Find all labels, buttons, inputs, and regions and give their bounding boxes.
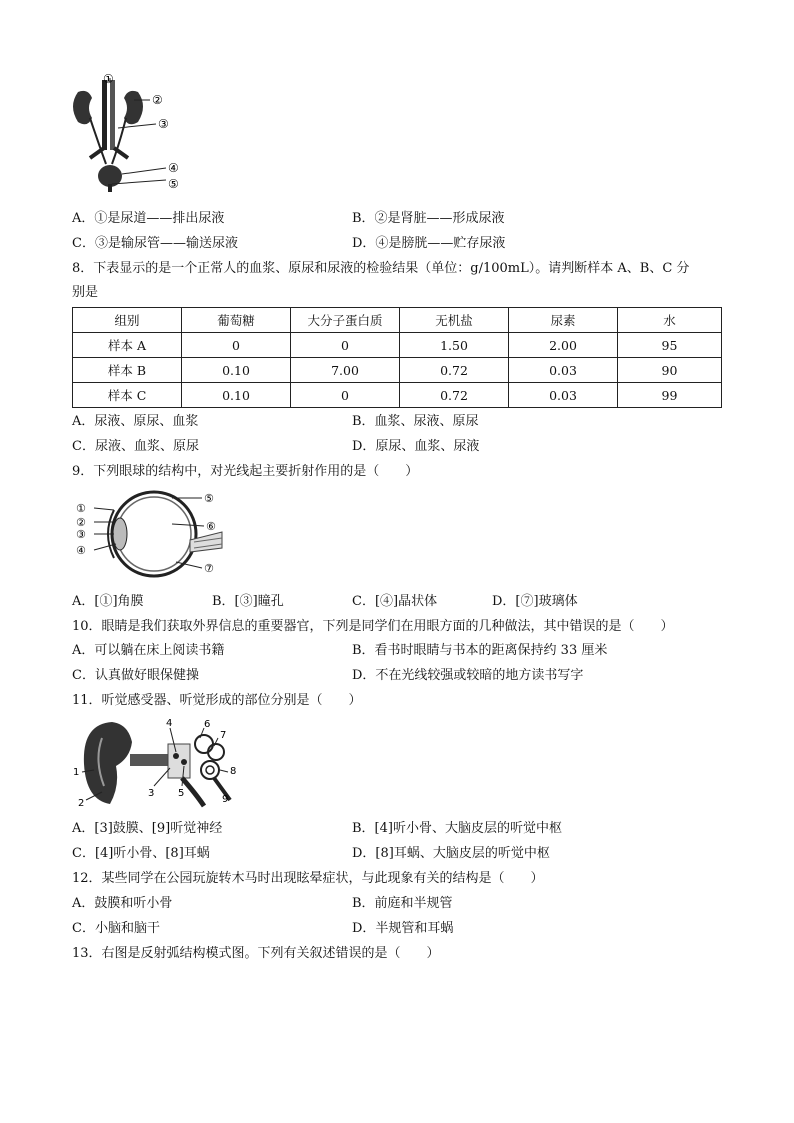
q12-stem: 12．某些同学在公园玩旋转木马时出现眩晕症状，与此现象有关的结构是（ ） xyxy=(72,871,544,886)
figure-label: 2 xyxy=(78,798,85,809)
figure-label: ④ xyxy=(76,544,86,557)
q10-option-a: A．可以躺在床上阅读书籍 xyxy=(72,643,225,658)
q8-option-c: C．尿液、血浆、原尿 xyxy=(72,439,199,454)
table-header: 大分子蛋白质 xyxy=(291,308,400,333)
q9-option-a: A．[①]角膜 xyxy=(72,594,144,609)
q9-option-c: C．[④]晶状体 xyxy=(352,594,438,609)
table-cell: 7.00 xyxy=(291,358,400,383)
table-cell: 0.03 xyxy=(509,383,618,408)
table-header: 组别 xyxy=(73,308,182,333)
table-cell: 0.72 xyxy=(400,383,509,408)
q7-option-b: B．②是肾脏——形成尿液 xyxy=(352,211,505,226)
figure-label: 3 xyxy=(148,788,155,799)
table-header: 尿素 xyxy=(509,308,618,333)
table-header: 无机盐 xyxy=(400,308,509,333)
q9-option-d: D．[⑦]玻璃体 xyxy=(492,594,578,609)
q8-stem-cont: 别是 xyxy=(72,285,99,300)
q11-option-a: A．[3]鼓膜、[9]听觉神经 xyxy=(72,821,223,836)
q12-option-c: C．小脑和脑干 xyxy=(72,921,160,936)
table-cell: 2.00 xyxy=(509,333,618,358)
table-cell: 95 xyxy=(618,333,722,358)
figure-label: ② xyxy=(76,516,86,529)
figure-label: ④ xyxy=(168,161,179,175)
q9-option-b: B．[③]瞳孔 xyxy=(212,594,284,609)
table-cell: 0 xyxy=(291,383,400,408)
q10-stem: 10．眼睛是我们获取外界信息的重要器官，下列是同学们在用眼方面的几种做法，其中错误的是（ ） xyxy=(72,619,674,634)
table-cell: 0 xyxy=(291,333,400,358)
q12-option-a: A．鼓膜和听小骨 xyxy=(72,896,173,911)
table-cell: 0.72 xyxy=(400,358,509,383)
table-cell: 1.50 xyxy=(400,333,509,358)
figure-label: ⑦ xyxy=(204,562,214,575)
table-header: 葡萄糖 xyxy=(182,308,291,333)
q7-option-a: A．①是尿道——排出尿液 xyxy=(72,211,225,226)
table-cell: 样本 A xyxy=(73,333,182,358)
table-cell: 0.10 xyxy=(182,383,291,408)
urinary-system-figure xyxy=(70,72,185,194)
figure-label: 4 xyxy=(166,718,173,729)
q8-option-a: A．尿液、原尿、血浆 xyxy=(72,414,199,429)
q11-option-b: B．[4]听小骨、大脑皮层的听觉中枢 xyxy=(352,821,562,836)
table-cell: 0 xyxy=(182,333,291,358)
q7-option-c: C．③是输尿管——输送尿液 xyxy=(72,236,238,251)
q8-option-d: D．原尿、血浆、尿液 xyxy=(352,439,480,454)
figure-label: ① xyxy=(76,502,86,515)
q8-table xyxy=(72,307,722,408)
figure-label: 1 xyxy=(73,767,80,778)
q8-stem: 8．下表显示的是一个正常人的血浆、原尿和尿液的检验结果（单位：g/100mL）。请判断样本 A、B、C 分 xyxy=(72,261,690,276)
figure-label: 9 xyxy=(222,794,229,805)
figure-label: ⑤ xyxy=(204,492,214,505)
figure-label: ⑤ xyxy=(168,177,179,191)
q9-stem: 9．下列眼球的结构中，对光线起主要折射作用的是（ ） xyxy=(72,464,419,479)
q7-option-d: D．④是膀胱——贮存尿液 xyxy=(352,236,506,251)
figure-label: 6 xyxy=(204,719,211,730)
q10-option-b: B．看书时眼睛与书本的距离保持约 33 厘米 xyxy=(352,643,608,658)
figure-label: ② xyxy=(152,93,163,107)
q12-option-d: D．半规管和耳蜗 xyxy=(352,921,454,936)
eyeball-figure xyxy=(72,488,224,586)
table-cell: 样本 B xyxy=(73,358,182,383)
figure-label: ⑥ xyxy=(206,520,216,533)
figure-label: ③ xyxy=(158,117,169,131)
table-cell: 样本 C xyxy=(73,383,182,408)
figure-label: 8 xyxy=(230,766,237,777)
table-row xyxy=(73,333,722,358)
table-cell: 0.03 xyxy=(509,358,618,383)
figure-label: 5 xyxy=(178,788,185,799)
q11-option-c: C．[4]听小骨、[8]耳蜗 xyxy=(72,846,210,861)
q10-option-c: C．认真做好眼保健操 xyxy=(72,668,199,683)
q11-stem: 11．听觉感受器、听觉形成的部位分别是（ ） xyxy=(72,693,362,708)
table-header-row xyxy=(73,308,722,333)
q11-option-d: D．[8]耳蜗、大脑皮层的听觉中枢 xyxy=(352,846,550,861)
q12-option-b: B．前庭和半规管 xyxy=(352,896,453,911)
q8-option-b: B．血浆、尿液、原尿 xyxy=(352,414,479,429)
table-header: 水 xyxy=(618,308,722,333)
figure-label: ① xyxy=(103,72,114,86)
figure-label: 7 xyxy=(220,730,227,741)
table-row xyxy=(73,358,722,383)
ear-structure-figure xyxy=(72,716,240,812)
table-cell: 0.10 xyxy=(182,358,291,383)
q13-stem: 13．右图是反射弧结构模式图。下列有关叙述错误的是（ ） xyxy=(72,946,440,961)
figure-label: ③ xyxy=(76,528,86,541)
table-row xyxy=(73,383,722,408)
table-cell: 90 xyxy=(618,358,722,383)
q10-option-d: D．不在光线较强或较暗的地方读书写字 xyxy=(352,668,584,683)
table-cell: 99 xyxy=(618,383,722,408)
